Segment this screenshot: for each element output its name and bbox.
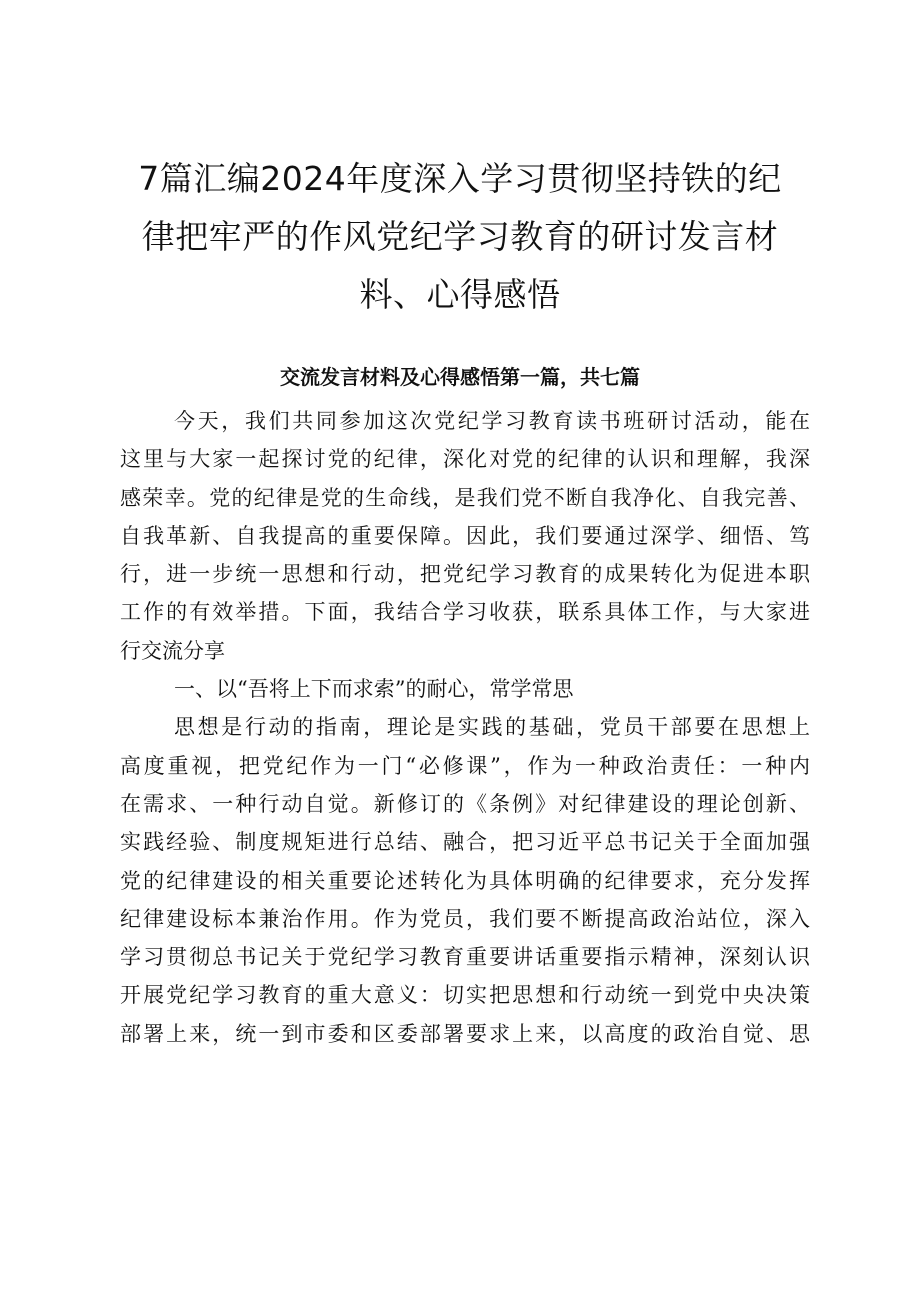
- title-line: 7篇汇编2024年度深入学习贯彻坚持铁的纪: [138, 159, 782, 198]
- paragraph-intro: [120, 402, 810, 670]
- text-line: 今天，我们共同参加这次党纪学习教育读书班研讨活动，能在: [174, 409, 810, 433]
- text-line: 工作的有效举措。下面，我结合学习收获，联系具体工作，与大家进: [120, 600, 810, 625]
- text-line: 这里与大家一起探讨党的纪律，深化对党的纪律的认识和理解，我深: [120, 447, 810, 472]
- text-line: 行交流分享: [120, 638, 225, 663]
- text-line: 部署上来，统一到市委和区委部署要求上来，以高度的政治自觉、思: [120, 1021, 810, 1046]
- heading-line: 一、以“吾将上下而求索”的耐心，常学常思: [174, 677, 574, 702]
- section-subtitle: 交流发言材料及心得感悟第一篇，共七篇: [280, 365, 640, 389]
- text-line: 思想是行动的指南，理论是实践的基础，党员干部要在思想上: [174, 715, 810, 740]
- document-title: [110, 150, 810, 324]
- text-line: 高度重视，把党纪作为一门“必修课”，作为一种政治责任：一种内: [120, 753, 810, 778]
- text-line: 行，进一步统一思想和行动，把党纪学习教育的成果转化为促进本职: [120, 562, 810, 587]
- section-heading-1: [120, 670, 810, 708]
- text-line: 感荣幸。党的纪律是党的生命线，是我们党不断自我净化、自我完善、: [120, 485, 810, 510]
- text-line: 在需求、一种行动自觉。新修订的《条例》对纪律建设的理论创新、: [120, 791, 810, 816]
- title-line: 律把牢严的作风党纪学习教育的研讨发言材: [141, 217, 779, 256]
- title-line: 料、心得感悟: [359, 275, 561, 314]
- text-line: 学习贯彻总书记关于党纪学习教育重要讲话重要指示精神，深刻认识: [120, 945, 810, 970]
- text-line: 实践经验、制度规矩进行总结、融合，把习近平总书记关于全面加强: [120, 830, 810, 855]
- text-line: 自我革新、自我提高的重要保障。因此，我们要通过深学、细悟、笃: [120, 523, 810, 548]
- paragraph-section-1: [120, 708, 810, 1053]
- text-line: 党的纪律建设的相关重要论述转化为具体明确的纪律要求，充分发挥: [120, 868, 810, 893]
- document-body: [120, 402, 810, 1053]
- text-line: 纪律建设标本兼治作用。作为党员，我们要不断提高政治站位，深入: [120, 906, 810, 931]
- text-line: 开展党纪学习教育的重大意义：切实把思想和行动统一到党中央决策: [120, 983, 810, 1008]
